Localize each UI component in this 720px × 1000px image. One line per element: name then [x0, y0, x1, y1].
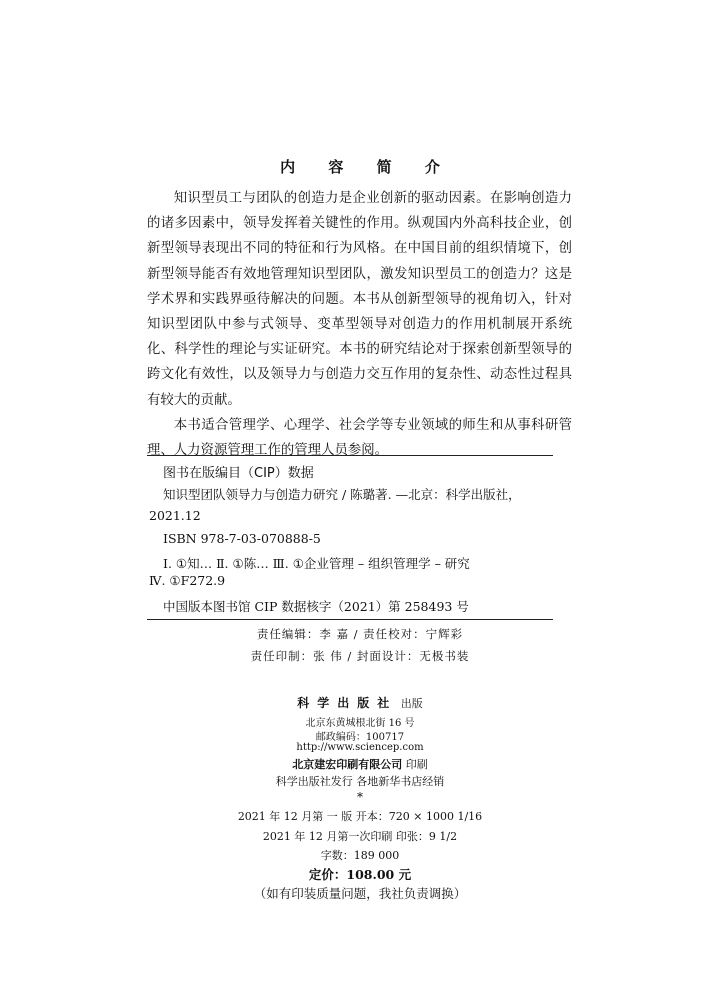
cip-title-line: 知识型团队领导力与创造力研究 / 陈璐著. —北京：科学出版社， — [163, 487, 521, 502]
printer-line — [0, 756, 720, 772]
page-title: 内 容 简 介 — [280, 158, 454, 176]
quality-note: （如有印装质量问题，我社负责调换） — [253, 886, 467, 901]
cip-record-number: 中国版本图书馆 CIP 数据核字（2021）第 258493 号 — [163, 599, 469, 614]
cip-subjects-continued: Ⅳ. ①F272.9 — [149, 573, 226, 588]
cip-box — [147, 455, 553, 620]
printer-name: 北京建宏印刷有限公司 — [292, 758, 403, 771]
publisher-url: http://www.sciencep.com — [296, 742, 424, 753]
price: 定价：108.00 元 — [308, 867, 412, 882]
printing-line: 2021 年 12 月第一次印刷 印张：9 1/2 — [262, 830, 458, 843]
publisher-line — [0, 694, 720, 711]
intro-section — [147, 186, 572, 463]
cip-title-line-continued: 2021.12 — [149, 508, 201, 523]
cip-subjects: Ⅰ. ①知… Ⅱ. ①陈… Ⅲ. ①企业管理 – 组织管理学 – 研究 — [163, 556, 470, 571]
printing-staff-line: 责任印制：张 伟 / 封面设计：无极书装 — [250, 649, 470, 663]
intro-paragraph-2: 本书适合管理学、心理学、社会学等专业领域的师生和从事科研管理、人力资源管理工作的管理人员参阅。 — [147, 417, 572, 459]
editor-line: 责任编辑：李 嘉 / 责任校对：宁辉彩 — [256, 627, 464, 641]
separator-star: * — [357, 790, 363, 804]
cip-isbn: ISBN 978-7-03-070888-5 — [163, 531, 321, 546]
distribution-line: 科学出版社发行 各地新华书店经销 — [275, 775, 445, 788]
publisher-name: 科学出版社 — [297, 696, 398, 710]
cip-heading: 图书在版编目（CIP）数据 — [163, 466, 314, 481]
printer-suffix: 印刷 — [402, 758, 428, 771]
publisher-address: 北京东黄城根北街 16 号 — [305, 718, 415, 729]
word-count: 字数：189 000 — [320, 849, 400, 862]
publisher-suffix: 出版 — [397, 697, 423, 710]
edition-line: 2021 年 12 月第 一 版 开本：720 × 1000 1/16 — [237, 810, 483, 823]
intro-paragraph-1: 知识型员工与团队的创造力是企业创新的驱动因素。在影响创造力的诸多因素中，领导发挥着关键性的作用。纵观国内外高科技企业，创新型领导表现出不同的特征和行为风格。在中国目前的组织情境下，创新型领导能否有效地管理知识型团队，激发知识型员工的创造力？这是学术界和实践界亟待解决的问题。本书从创新型领导的视角切入，针对知识型团队中参与式领导、变革型领导对创造力的作用机制展开系统化、科学性的理论与实证研究。本书的研究结论对于探索创新型领导的跨文化有效性，以及领导力与创造力交互作用的复杂性、动态性过程具有较大的贡献。 — [147, 191, 572, 408]
publisher-postcode: 邮政编码：100717 — [315, 732, 405, 743]
